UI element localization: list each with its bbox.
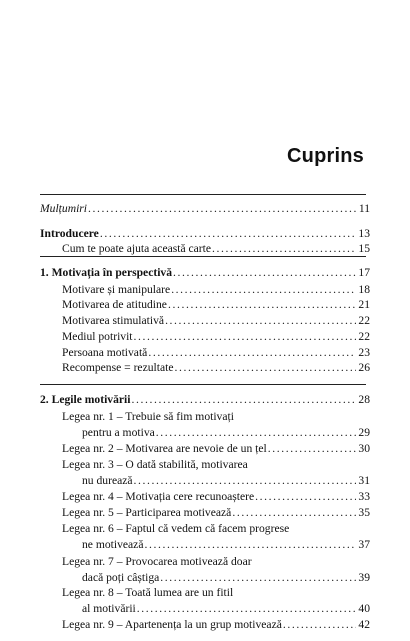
toc-entry-continuation: al motivării: [82, 602, 136, 615]
toc-entry-page: 11: [358, 202, 370, 215]
toc-leader: [156, 426, 357, 439]
toc-leader: [173, 266, 356, 279]
toc-entry-title: Legea nr. 9 – Apartenența la un grup motivează: [62, 618, 282, 631]
toc-entry-continuation: pentru a motiva: [82, 426, 155, 439]
toc-entry-title: Legea nr. 2 – Motivarea are nevoie de un țel: [62, 442, 267, 455]
toc-leader: [88, 202, 357, 215]
toc-entry-title: Recompense = rezultate: [62, 361, 174, 374]
toc-entry-title: 1. Motivația în perspectivă: [40, 266, 173, 279]
toc-entry-title: Cum te poate ajuta această carte: [62, 242, 212, 255]
toc-entry: [62, 506, 370, 522]
toc-entry: [40, 227, 370, 243]
toc-entry-page: 29: [358, 426, 370, 439]
toc-entry-page: 31: [358, 474, 370, 487]
toc-entry-page: 15: [358, 242, 370, 255]
toc-entry-page: 18: [358, 283, 370, 296]
toc-leader: [148, 346, 356, 359]
page-title: Cuprins: [287, 145, 364, 167]
toc-entry-title: Legea nr. 3 – O dată stabilită, motivarea: [62, 458, 248, 471]
toc-entry: [62, 330, 370, 346]
toc-leader: [168, 298, 356, 311]
toc-leader: [100, 227, 357, 240]
toc-leader: [232, 506, 356, 519]
toc-entry-title: Motivare și manipulare: [62, 283, 171, 296]
toc-entry-page: 17: [358, 266, 370, 279]
toc-leader: [134, 474, 357, 487]
toc-entry-title: Legea nr. 6 – Faptul că vedem că facem progrese: [62, 522, 290, 535]
toc-entry: [82, 474, 370, 490]
toc-entry-title: Legea nr. 5 – Participarea motivează: [62, 506, 232, 519]
toc-entry: [82, 602, 370, 618]
toc-entry-page: 23: [358, 346, 370, 359]
toc-leader: [131, 393, 356, 406]
toc-leader: [255, 490, 356, 503]
toc-entry: [82, 571, 370, 587]
toc-entry-title: Mediul potrivit: [62, 330, 133, 343]
toc-entry-title: Motivarea stimulativă: [62, 314, 165, 327]
toc-entry-continuation: dacă poți câștiga: [82, 571, 160, 584]
toc-entry-title: Mulțumiri: [40, 202, 88, 215]
toc-entry-page: 22: [358, 314, 370, 327]
toc-leader: [137, 602, 357, 615]
toc-entry-title: 2. Legile motivării: [40, 393, 131, 406]
toc-leader: [165, 314, 356, 327]
toc-entry-page: 40: [358, 602, 370, 615]
toc-entry-title: Legea nr. 7 – Provocarea motivează doar: [62, 555, 252, 568]
toc-entry-page: 28: [358, 393, 370, 406]
toc-entry: [62, 298, 370, 314]
toc-entry-page: 13: [358, 227, 370, 240]
toc-entry: [40, 393, 370, 409]
toc-entry-title: Introducere: [40, 227, 99, 240]
toc-entry-title: Legea nr. 1 – Trebuie să fim motivați: [62, 410, 234, 423]
toc-entry: [40, 266, 370, 282]
toc-leader: [283, 618, 357, 631]
toc-entry: [62, 346, 370, 362]
toc-leader: [171, 283, 356, 296]
toc-entry-page: 39: [358, 571, 370, 584]
toc-entry-page: 26: [358, 361, 370, 374]
toc-entry-continuation: ne motivează: [82, 538, 144, 551]
toc-entry: [40, 202, 370, 218]
toc-entry-continuation: nu durează: [82, 474, 133, 487]
toc-leader: [268, 442, 357, 455]
toc-entry: [82, 426, 370, 442]
toc-entry-page: 22: [358, 330, 370, 343]
toc-entry: [62, 361, 370, 377]
toc-leader: [212, 242, 356, 255]
toc-leader: [144, 538, 356, 551]
toc-entry: [62, 618, 370, 634]
toc-entry-page: 42: [358, 618, 370, 631]
toc-entry: [62, 314, 370, 330]
toc-entry-page: 33: [358, 490, 370, 503]
toc-entry: [62, 283, 370, 299]
toc-leader: [174, 361, 356, 374]
toc-entry: [62, 490, 370, 506]
toc-entry-page: 21: [358, 298, 370, 311]
toc-entry-title: Motivarea de atitudine: [62, 298, 167, 311]
toc-entry-page: 35: [358, 506, 370, 519]
toc-entry-title: Legea nr. 4 – Motivația cere recunoaștere: [62, 490, 255, 503]
toc-entry: [62, 242, 370, 258]
toc-entry-page: 30: [358, 442, 370, 455]
toc-entry-page: 37: [358, 538, 370, 551]
toc-entry-title: Legea nr. 8 – Toată lumea are un fitil: [62, 586, 234, 599]
toc-leader: [134, 330, 357, 343]
toc-entry: [82, 538, 370, 554]
toc-leader: [160, 571, 356, 584]
toc-entry-title: Persoana motivată: [62, 346, 148, 359]
toc-entry: [62, 442, 370, 458]
